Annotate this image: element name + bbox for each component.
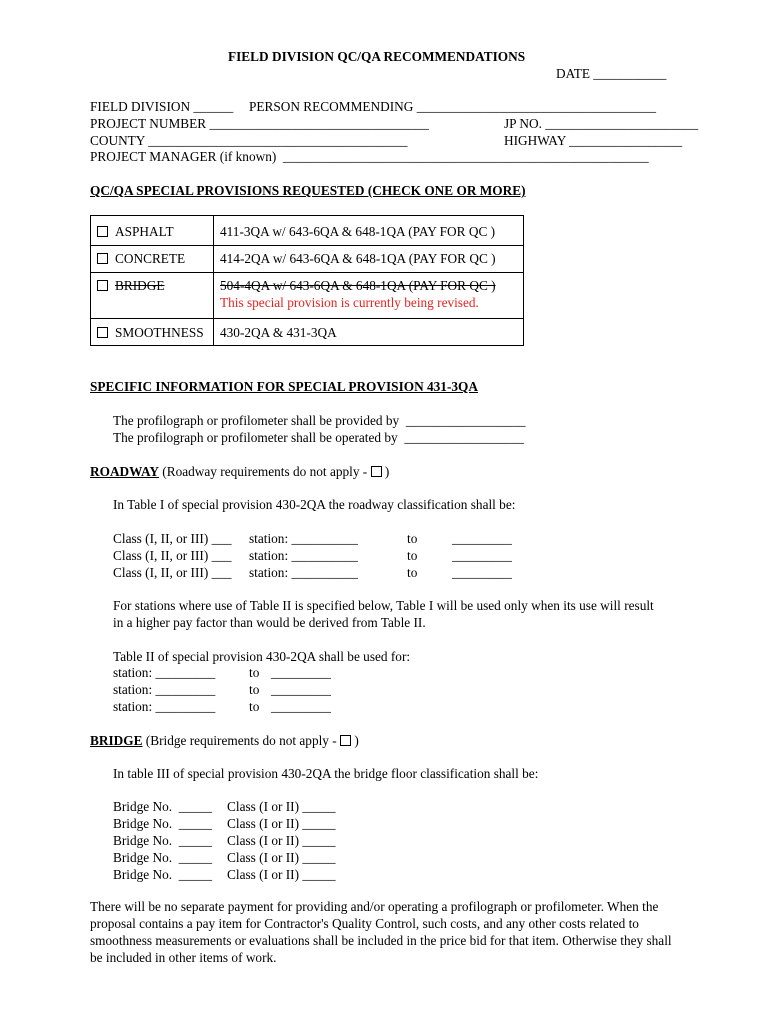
- bridge-note: (Bridge requirements do not apply -: [142, 733, 341, 748]
- class-field[interactable]: Class (I, II, or III) ___: [113, 565, 232, 580]
- page-title: FIELD DIVISION QC/QA RECOMMENDATIONS: [228, 49, 526, 64]
- to-label: to: [407, 565, 418, 580]
- provisions-heading: QC/QA SPECIAL PROVISIONS REQUESTED (CHECK ONE OR MORE): [90, 183, 526, 198]
- provision-spec-cell: [214, 216, 524, 246]
- bridge-no-field[interactable]: Bridge No. _____: [113, 850, 212, 865]
- provision-spec-cell: [214, 319, 524, 346]
- roadway-heading-line: [90, 463, 389, 480]
- bridge-not-apply-checkbox[interactable]: [340, 735, 351, 746]
- provision-label-cell: [91, 246, 214, 273]
- station-end-field[interactable]: _________: [452, 548, 512, 563]
- station-field[interactable]: station: _________: [113, 665, 216, 680]
- to-label: to: [407, 531, 418, 546]
- bridge-intro: In table III of special provision 430-2QA the bridge floor classification shall be:: [113, 766, 539, 781]
- operated-by-field[interactable]: The profilograph or profilometer shall be operated by __________________: [113, 430, 524, 445]
- station-end-field[interactable]: _________: [271, 682, 331, 697]
- provision-spec: 411-3QA w/ 643-6QA & 648-1QA (PAY FOR QC ): [220, 224, 496, 239]
- project-number-field[interactable]: PROJECT NUMBER _________________________________: [90, 116, 429, 131]
- to-label: to: [249, 682, 260, 697]
- station-field[interactable]: station: __________: [249, 548, 358, 563]
- asphalt-checkbox[interactable]: [97, 226, 108, 237]
- to-label: to: [249, 665, 260, 680]
- bridge-no-field[interactable]: Bridge No. _____: [113, 867, 212, 882]
- project-manager-field[interactable]: PROJECT MANAGER (if known) _______________________________________________________: [90, 149, 649, 164]
- provided-by-field[interactable]: The profilograph or profilometer shall be provided by __________________: [113, 413, 526, 428]
- concrete-checkbox[interactable]: [97, 253, 108, 264]
- bridge-heading: BRIDGE: [90, 733, 143, 748]
- provision-row-smoothness: [91, 319, 524, 346]
- specific-heading: SPECIFIC INFORMATION FOR SPECIAL PROVISION 431-3QA: [90, 379, 478, 394]
- smoothness-checkbox[interactable]: [97, 327, 108, 338]
- revision-note: This special provision is currently being revised.: [220, 295, 479, 310]
- provision-spec: 414-2QA w/ 643-6QA & 648-1QA (PAY FOR QC ): [220, 251, 496, 266]
- provision-label: BRIDGE: [115, 278, 165, 293]
- bridge-no-field[interactable]: Bridge No. _____: [113, 816, 212, 831]
- provision-label-cell: [91, 273, 214, 319]
- bridge-heading-line: [90, 732, 359, 749]
- to-label: to: [407, 548, 418, 563]
- provision-label: SMOOTHNESS: [115, 325, 204, 340]
- county-field[interactable]: COUNTY _______________________________________: [90, 133, 408, 148]
- date-field[interactable]: DATE ___________: [556, 66, 667, 81]
- payment-note: There will be no separate payment for providing and/or operating a profilograph or profilometer. When the proposal contains a pay item for Contractor's Quality Control, such costs, and any other costs related to smoothness measurements or evaluations shall be included in the price bid for that item. Otherwise they shall be included in other items of work.: [90, 899, 672, 965]
- bridge-checkbox[interactable]: [97, 280, 108, 291]
- roadway-heading: ROADWAY: [90, 464, 159, 479]
- table2-intro: Table II of special provision 430-2QA shall be used for:: [113, 649, 411, 664]
- provision-label-cell: [91, 319, 214, 346]
- bridge-class-field[interactable]: Class (I or II) _____: [227, 867, 336, 882]
- station-field[interactable]: station: __________: [249, 565, 358, 580]
- station-end-field[interactable]: _________: [271, 665, 331, 680]
- provision-label: CONCRETE: [115, 251, 186, 266]
- bridge-note-close: ): [351, 733, 359, 748]
- roadway-not-apply-checkbox[interactable]: [371, 466, 382, 477]
- bridge-class-field[interactable]: Class (I or II) _____: [227, 850, 336, 865]
- field-division-field[interactable]: FIELD DIVISION ______: [90, 99, 234, 114]
- provision-row-bridge: [91, 273, 524, 319]
- provision-label: ASPHALT: [115, 224, 174, 239]
- provisions-table: [90, 215, 524, 346]
- station-end-field[interactable]: _________: [452, 565, 512, 580]
- class-field[interactable]: Class (I, II, or III) ___: [113, 531, 232, 546]
- provision-spec-cell: [214, 246, 524, 273]
- station-end-field[interactable]: _________: [452, 531, 512, 546]
- roadway-note: (Roadway requirements do not apply -: [158, 464, 371, 479]
- provision-label-cell: [91, 216, 214, 246]
- station-field[interactable]: station: _________: [113, 682, 216, 697]
- provision-spec: 504-4QA w/ 643-6QA & 648-1QA (PAY FOR QC ): [220, 278, 496, 293]
- person-recommending-field[interactable]: PERSON RECOMMENDING ____________________________________: [249, 99, 657, 114]
- bridge-class-field[interactable]: Class (I or II) _____: [227, 833, 336, 848]
- station-field[interactable]: station: _________: [113, 699, 216, 714]
- table2-note: For stations where use of Table II is specified below, Table I will be used only when its use will result in a higher pay factor than would be derived from Table II.: [113, 598, 654, 630]
- roadway-note-close: ): [381, 464, 390, 479]
- station-field[interactable]: station: __________: [249, 531, 358, 546]
- station-end-field[interactable]: _________: [271, 699, 331, 714]
- jp-no-field[interactable]: JP NO. _______________________: [504, 116, 699, 131]
- to-label: to: [249, 699, 260, 714]
- provision-row-asphalt: [91, 216, 524, 246]
- bridge-class-field[interactable]: Class (I or II) _____: [227, 799, 336, 814]
- table1-intro: In Table I of special provision 430-2QA the roadway classification shall be:: [113, 497, 516, 512]
- bridge-no-field[interactable]: Bridge No. _____: [113, 799, 212, 814]
- bridge-no-field[interactable]: Bridge No. _____: [113, 833, 212, 848]
- class-field[interactable]: Class (I, II, or III) ___: [113, 548, 232, 563]
- provision-spec: 430-2QA & 431-3QA: [220, 325, 337, 340]
- highway-field[interactable]: HIGHWAY _________________: [504, 133, 683, 148]
- provision-row-concrete: [91, 246, 524, 273]
- provision-spec-cell: [214, 273, 524, 319]
- bridge-class-field[interactable]: Class (I or II) _____: [227, 816, 336, 831]
